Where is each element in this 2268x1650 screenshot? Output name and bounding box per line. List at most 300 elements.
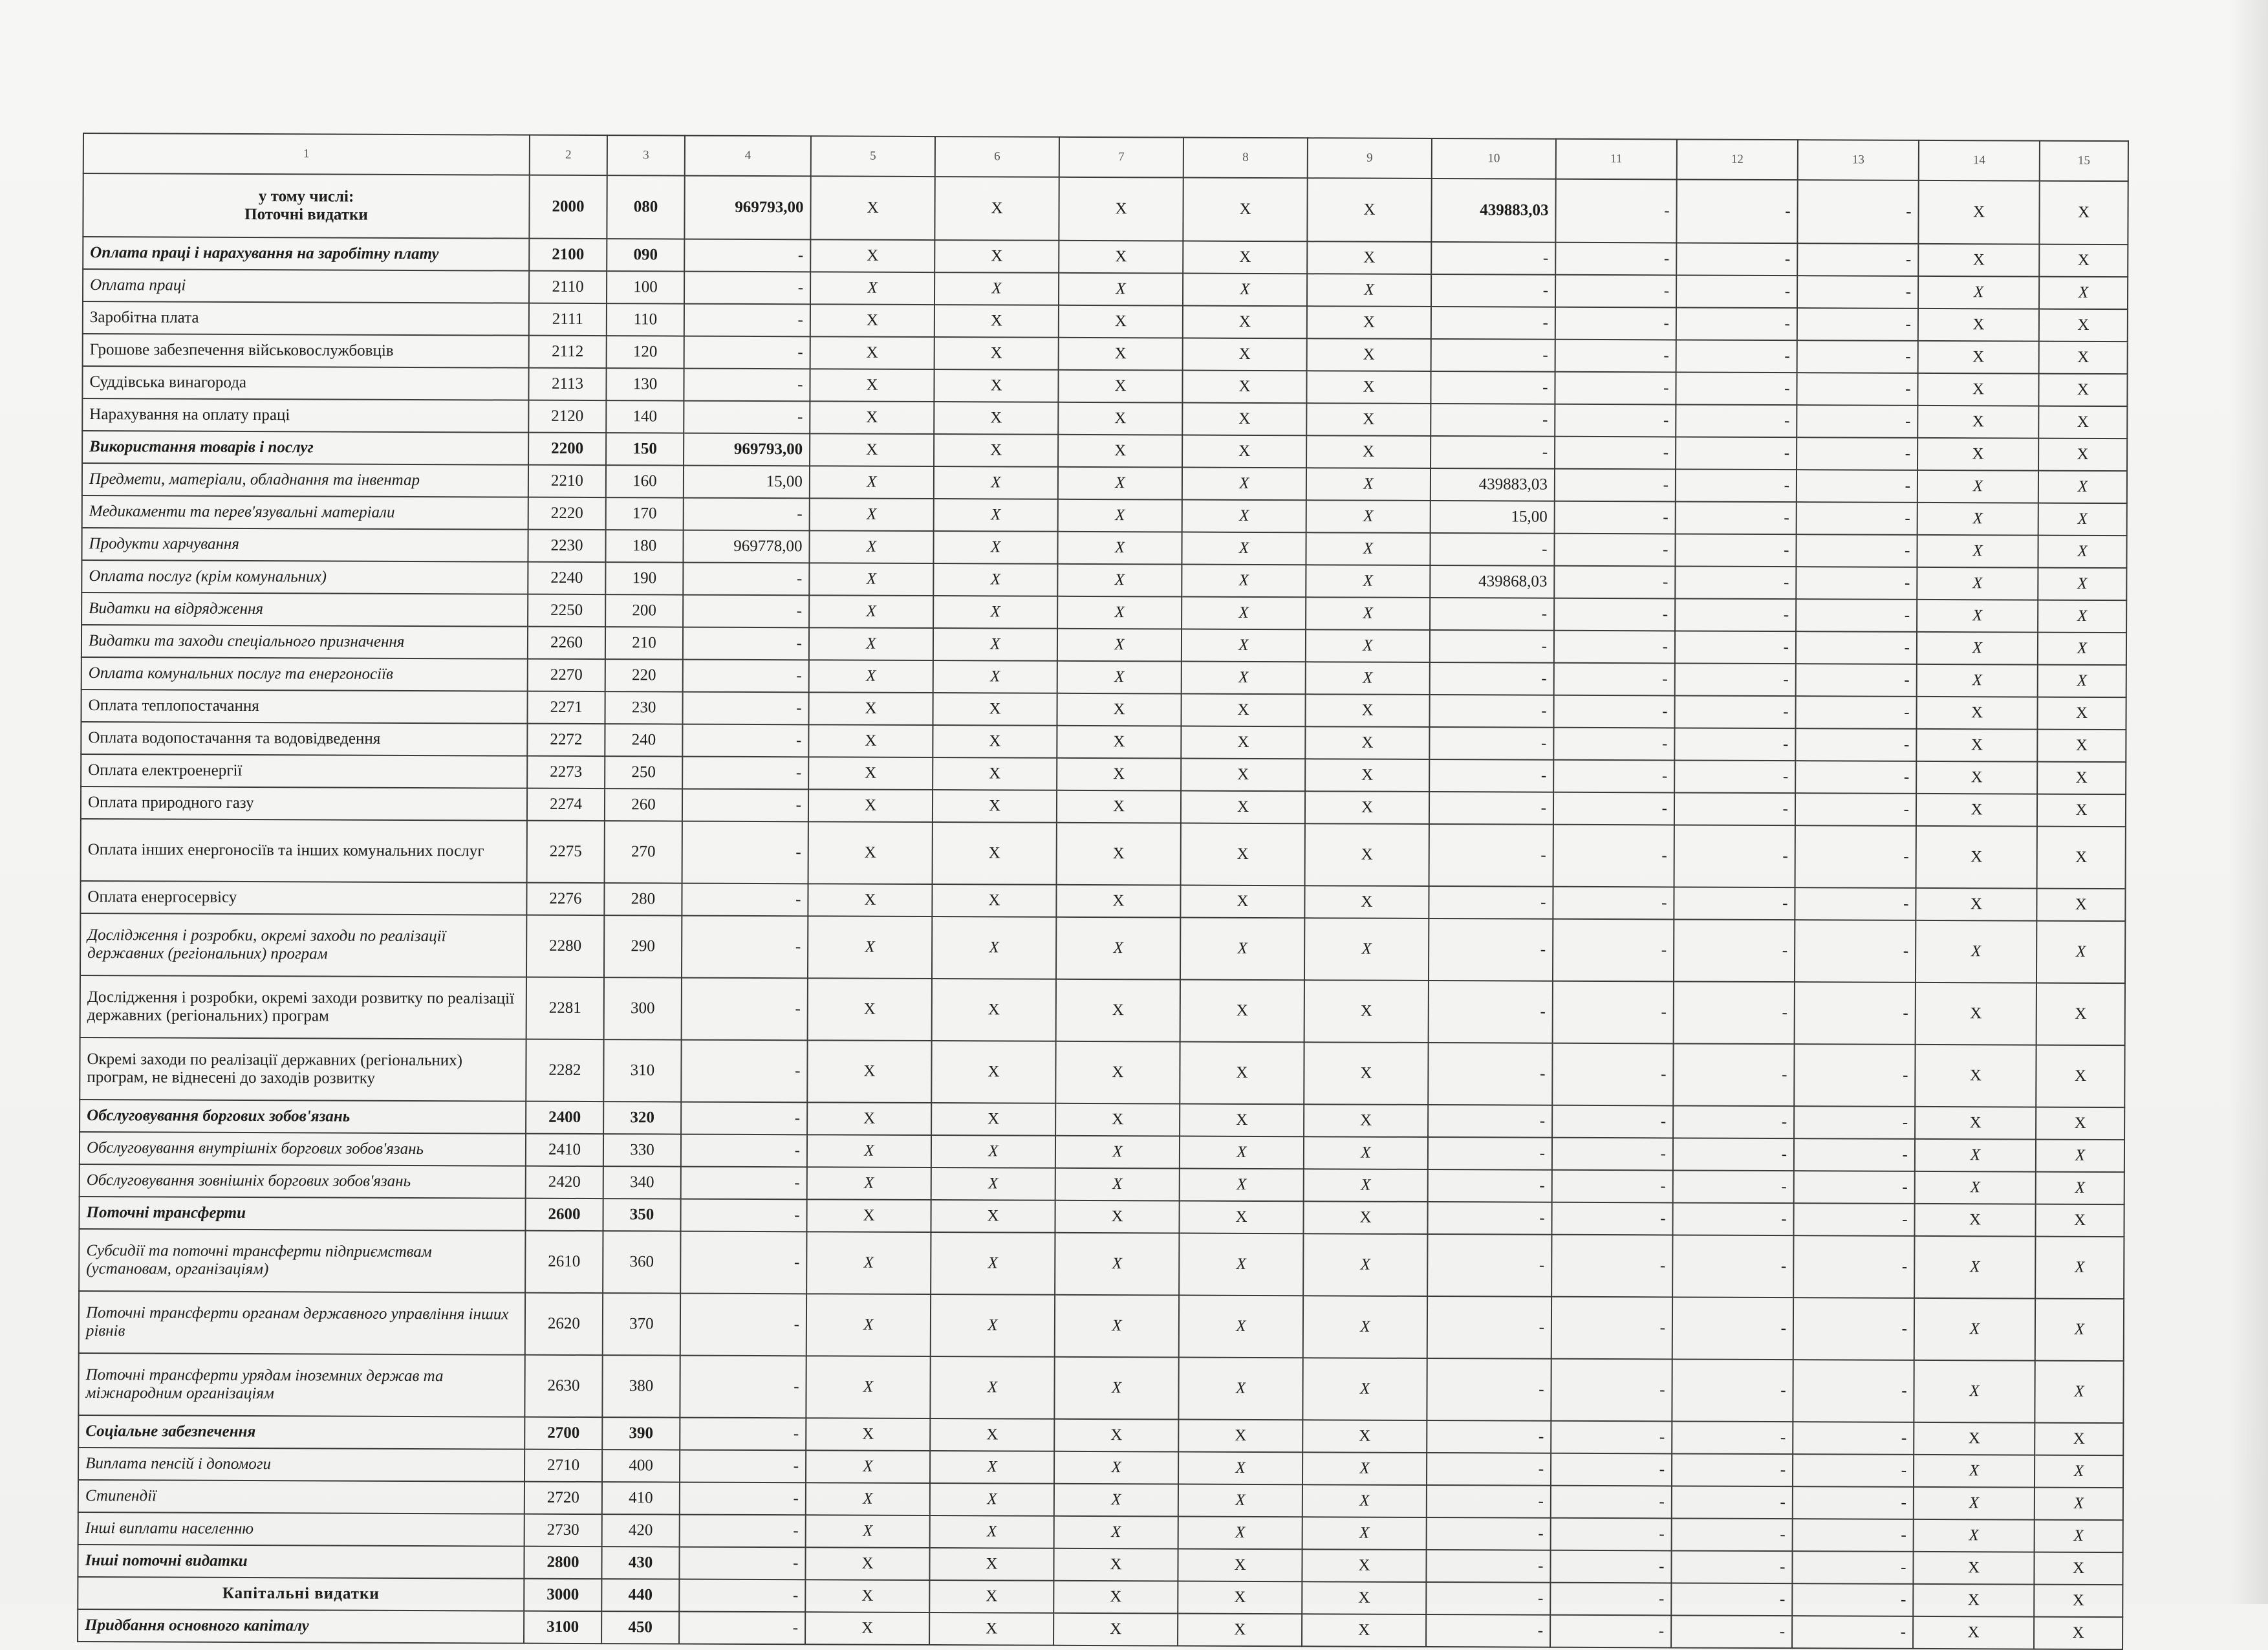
x-mark: Х <box>933 596 1057 629</box>
x-mark: Х <box>934 466 1058 499</box>
x-mark: Х <box>808 978 932 1041</box>
row-label: Оплата комунальних послуг та енергоносіїв <box>81 657 528 691</box>
dash-cell: - <box>1797 276 1918 309</box>
column-number: 5 <box>811 136 935 177</box>
dash-cell: - <box>1552 1138 1673 1171</box>
x-mark: Х <box>2036 889 2125 922</box>
dash-cell: - <box>1673 1138 1794 1171</box>
row-label: Окремі заходи по реалізації державних (регіональних) програм, не віднесені до заходів розвитку <box>80 1037 526 1102</box>
x-mark: Х <box>810 239 934 272</box>
x-mark: Х <box>1180 980 1304 1043</box>
x-mark: Х <box>1180 1136 1304 1169</box>
x-mark: Х <box>810 401 934 434</box>
row-kekv-code: 3100 <box>524 1611 601 1644</box>
dash-cell: - <box>1676 275 1797 308</box>
row-label: Соціальне забезпечення <box>78 1415 524 1449</box>
x-mark: Х <box>1917 567 2038 600</box>
x-mark: Х <box>1181 726 1305 759</box>
row-label: Оплата інших енергоносіїв та інших комунальних послуг <box>81 819 527 883</box>
x-mark: Х <box>809 627 933 660</box>
row-column10-amount: - <box>1431 242 1555 275</box>
row-amount: - <box>680 1356 806 1418</box>
row-amount: - <box>682 692 808 725</box>
x-mark: Х <box>2036 983 2125 1046</box>
dash-cell: - <box>1675 631 1796 664</box>
dash-cell: - <box>1676 469 1797 502</box>
dash-cell: - <box>1795 825 1916 888</box>
x-mark: Х <box>1305 726 1429 759</box>
x-mark: Х <box>1181 791 1305 824</box>
dash-cell: - <box>1676 404 1797 437</box>
header-x-mark: Х <box>2039 181 2128 245</box>
x-mark: Х <box>2036 1140 2124 1173</box>
row-line-code: 290 <box>604 915 682 977</box>
x-mark: Х <box>1306 565 1430 598</box>
row-amount: - <box>680 1482 806 1515</box>
x-mark: Х <box>807 1040 931 1103</box>
x-mark: Х <box>1302 1420 1427 1453</box>
header-amount: 969793,00 <box>684 176 810 240</box>
row-label: Обслуговування зовнішніх боргових зобов'язань <box>80 1164 526 1199</box>
row-kekv-code: 2273 <box>527 756 605 788</box>
dash-cell: - <box>1796 599 1917 632</box>
dash-cell: - <box>1550 1615 1671 1648</box>
row-kekv-code: 2113 <box>528 368 606 400</box>
x-mark: Х <box>1057 564 1182 597</box>
x-mark: Х <box>1180 1042 1304 1105</box>
row-line-code: 160 <box>606 465 684 497</box>
dash-cell: - <box>1555 275 1676 308</box>
row-column10-amount: - <box>1431 339 1555 372</box>
dash-cell: - <box>1793 1360 1914 1422</box>
column-number: 13 <box>1798 140 1919 180</box>
x-mark: Х <box>1304 885 1429 918</box>
row-column10-amount: - <box>1428 1137 1552 1170</box>
dash-cell: - <box>1676 437 1797 470</box>
dash-cell: - <box>1796 534 1917 567</box>
row-column10-amount: - <box>1431 274 1555 307</box>
x-mark: Х <box>1915 1045 2036 1107</box>
x-mark: Х <box>807 1102 931 1135</box>
dash-cell: - <box>1672 1453 1793 1486</box>
x-mark: Х <box>1056 917 1180 980</box>
row-label: Субсидії та поточні трансферти підприємствам (установам, організаціям) <box>79 1229 525 1293</box>
header-dash: - <box>1555 179 1676 243</box>
row-amount: - <box>683 563 809 596</box>
row-kekv-code: 2220 <box>528 497 606 530</box>
dash-cell: - <box>1674 981 1795 1044</box>
x-mark: Х <box>1057 790 1181 823</box>
row-label: Грошове забезпечення військовослужбовців <box>83 334 529 368</box>
x-mark: Х <box>1053 1613 1178 1646</box>
row-kekv-code: 2630 <box>524 1355 602 1417</box>
row-column10-amount: - <box>1426 1582 1550 1615</box>
dash-cell: - <box>1797 405 1917 438</box>
x-mark: Х <box>2038 471 2127 504</box>
x-mark: Х <box>1306 532 1430 565</box>
dash-cell: - <box>1792 1616 1913 1649</box>
row-column10-amount: - <box>1431 307 1555 340</box>
dash-cell: - <box>1797 340 1918 373</box>
x-mark: Х <box>1302 1358 1427 1420</box>
row-line-code: 370 <box>603 1293 680 1355</box>
page-edge-shadow <box>2229 0 2268 1604</box>
x-mark: Х <box>1304 918 1429 981</box>
dash-cell: - <box>1793 1203 1914 1236</box>
dash-cell: - <box>1551 1453 1672 1486</box>
x-mark: Х <box>931 1294 1055 1357</box>
row-kekv-code: 3000 <box>524 1579 601 1611</box>
dash-cell: - <box>1796 631 1917 664</box>
row-amount: 15,00 <box>684 466 810 499</box>
dash-cell: - <box>1674 728 1795 761</box>
column-number: 12 <box>1677 139 1798 180</box>
x-mark: Х <box>1307 338 1431 371</box>
row-kekv-code: 2275 <box>527 821 605 883</box>
x-mark: Х <box>1181 823 1305 886</box>
header-dash: - <box>1797 180 1918 244</box>
row-column10-amount: - <box>1428 1169 1552 1202</box>
header-row-code: 080 <box>607 175 684 239</box>
dash-cell: - <box>1554 566 1675 599</box>
row-amount: - <box>682 978 808 1041</box>
row-amount: - <box>684 498 810 531</box>
x-mark: Х <box>1059 241 1183 274</box>
column-number: 7 <box>1059 137 1183 178</box>
row-label: Видатки на відрядження <box>81 592 528 627</box>
x-mark: Х <box>1917 438 2038 471</box>
x-mark: Х <box>934 272 1059 305</box>
dash-cell: - <box>1673 1105 1794 1138</box>
x-mark: Х <box>806 1418 930 1451</box>
row-label: Виплата пенсій і допомоги <box>78 1448 524 1482</box>
row-kekv-code: 2272 <box>527 724 605 756</box>
row-label: Інші поточні видатки <box>78 1545 524 1579</box>
row-amount: - <box>684 369 810 402</box>
row-line-code: 140 <box>606 400 684 433</box>
dash-cell: - <box>1795 728 1916 761</box>
header-x-mark: Х <box>1059 177 1183 241</box>
x-mark: Х <box>1916 761 2037 794</box>
x-mark: Х <box>1182 500 1306 533</box>
x-mark: Х <box>933 628 1057 661</box>
x-mark: Х <box>809 530 933 563</box>
row-column10-amount: - <box>1428 1043 1552 1105</box>
dash-cell: - <box>1675 598 1796 631</box>
row-line-code: 310 <box>603 1039 681 1102</box>
x-mark: Х <box>1055 1233 1179 1296</box>
dash-cell: - <box>1555 404 1676 437</box>
dash-cell: - <box>1553 792 1674 825</box>
row-label: Суддівська винагорода <box>82 366 528 400</box>
dash-cell: - <box>1674 887 1795 920</box>
x-mark: Х <box>930 1451 1054 1484</box>
dash-cell: - <box>1554 663 1675 696</box>
row-kekv-code: 2400 <box>526 1102 603 1134</box>
table-row <box>80 1037 2124 1107</box>
row-column10-amount: - <box>1431 371 1555 404</box>
row-amount: - <box>683 627 809 660</box>
row-amount: - <box>684 304 810 337</box>
x-mark: Х <box>1057 693 1181 726</box>
x-mark: Х <box>1303 1233 1427 1296</box>
x-mark: Х <box>1179 1201 1303 1234</box>
x-mark: Х <box>809 563 933 596</box>
row-amount: - <box>681 1167 807 1200</box>
row-kekv-code: 2260 <box>528 627 605 659</box>
x-mark: Х <box>1057 758 1181 791</box>
x-mark: Х <box>1055 1295 1179 1358</box>
row-column10-amount: - <box>1426 1614 1550 1647</box>
row-label: Медикаменти та перев'язувальні матеріали <box>82 495 528 530</box>
current-expenditure-header-row <box>83 173 2128 244</box>
dash-cell: - <box>1675 566 1796 599</box>
x-mark: Х <box>1057 532 1182 565</box>
row-label: Поточні трансферти <box>79 1197 525 1231</box>
x-mark: Х <box>2037 697 2126 730</box>
row-column10-amount: - <box>1431 404 1555 437</box>
x-mark: Х <box>1055 1200 1179 1233</box>
row-line-code: 300 <box>604 977 682 1039</box>
row-label: Поточні трансферти урядам іноземних держав та міжнародним організаціям <box>78 1353 524 1417</box>
dash-cell: - <box>1555 243 1676 276</box>
x-mark: Х <box>2037 730 2126 763</box>
row-line-code: 190 <box>605 562 683 594</box>
table-row <box>78 1353 2123 1423</box>
row-kekv-code: 2270 <box>528 659 605 691</box>
x-mark: Х <box>2035 1361 2123 1424</box>
row-line-code: 210 <box>605 627 683 659</box>
column-number: 4 <box>685 136 811 177</box>
x-mark: Х <box>2035 1237 2124 1299</box>
x-mark: Х <box>2035 1204 2124 1237</box>
header-x-mark: Х <box>810 176 934 240</box>
dash-cell: - <box>1555 501 1676 534</box>
dash-cell: - <box>1797 243 1918 276</box>
x-mark: Х <box>1917 406 2038 439</box>
x-mark: Х <box>1059 305 1183 338</box>
x-mark: Х <box>1917 632 2038 665</box>
x-mark: Х <box>1304 1169 1428 1202</box>
x-mark: Х <box>806 1294 931 1356</box>
row-kekv-code: 2112 <box>529 336 607 368</box>
row-column10-amount: - <box>1429 695 1553 728</box>
x-mark: Х <box>1914 1422 2035 1455</box>
x-mark: Х <box>1178 1358 1302 1420</box>
row-amount: - <box>681 1102 807 1135</box>
x-mark: Х <box>934 305 1059 338</box>
dash-cell: - <box>1797 470 1917 503</box>
x-mark: Х <box>934 337 1059 370</box>
dash-cell: - <box>1672 1235 1793 1297</box>
column-number: 8 <box>1183 138 1308 179</box>
row-kekv-code: 2610 <box>525 1231 603 1293</box>
x-mark: Х <box>931 1041 1055 1103</box>
x-mark: Х <box>931 1135 1055 1168</box>
x-mark: Х <box>1916 697 2037 730</box>
x-mark: Х <box>1181 759 1305 792</box>
row-line-code: 110 <box>607 303 684 336</box>
row-label: Інші виплати населенню <box>78 1512 524 1547</box>
x-mark: Х <box>929 1612 1053 1645</box>
row-kekv-code: 2100 <box>529 239 607 271</box>
x-mark: Х <box>807 1167 931 1200</box>
dash-cell: - <box>1551 1235 1672 1297</box>
x-mark: Х <box>1305 791 1429 824</box>
dash-cell: - <box>1553 760 1674 793</box>
x-mark: Х <box>1305 759 1429 792</box>
row-label: Видатки та заходи спеціального призначення <box>81 625 528 659</box>
dash-cell: - <box>1672 1518 1793 1551</box>
dash-cell: - <box>1554 534 1675 567</box>
x-mark: Х <box>1182 532 1306 565</box>
row-label: Продукти харчування <box>81 528 528 562</box>
dash-cell: - <box>1793 1422 1914 1455</box>
dash-cell: - <box>1671 1583 1792 1616</box>
row-line-code: 220 <box>605 659 683 691</box>
row-amount: - <box>680 1232 806 1294</box>
x-mark: Х <box>1917 664 2038 697</box>
x-mark: Х <box>1306 468 1431 501</box>
row-kekv-code: 2700 <box>524 1417 602 1449</box>
header-label-line2: Поточні видатки <box>244 205 368 224</box>
x-mark: Х <box>1053 1581 1178 1614</box>
dash-cell: - <box>1550 1583 1671 1616</box>
x-mark: Х <box>1915 1139 2036 1172</box>
x-mark: Х <box>1178 1484 1302 1517</box>
header-x-mark: Х <box>934 177 1059 241</box>
x-mark: Х <box>1302 1517 1427 1550</box>
row-column10-amount: - <box>1429 918 1553 981</box>
row-line-code: 230 <box>605 691 682 724</box>
dash-cell: - <box>1672 1202 1793 1235</box>
x-mark: Х <box>1306 629 1430 662</box>
row-line-code: 260 <box>605 788 682 821</box>
x-mark: Х <box>1182 629 1306 662</box>
x-mark: Х <box>930 1418 1054 1451</box>
x-mark: Х <box>929 1580 1053 1613</box>
row-label: Обслуговування боргових зобов'язань <box>80 1100 526 1134</box>
x-mark: Х <box>2038 503 2127 536</box>
x-mark: Х <box>1302 1549 1426 1582</box>
x-mark: Х <box>806 1450 930 1483</box>
x-mark: Х <box>1915 1171 2036 1204</box>
x-mark: Х <box>1178 1549 1302 1582</box>
x-mark: Х <box>1183 338 1307 371</box>
x-mark: Х <box>1054 1516 1178 1549</box>
x-mark: Х <box>1058 402 1182 435</box>
row-column10-amount: 15,00 <box>1431 501 1555 534</box>
row-line-code: 390 <box>602 1417 680 1449</box>
dash-cell: - <box>1676 372 1797 405</box>
x-mark: Х <box>933 822 1057 885</box>
row-column10-amount: 439868,03 <box>1430 565 1554 598</box>
row-kekv-code: 2730 <box>524 1514 602 1547</box>
table-row <box>79 1291 2124 1361</box>
row-line-code: 280 <box>604 883 682 915</box>
x-mark: Х <box>1914 1455 2035 1488</box>
dash-cell: - <box>1553 919 1674 982</box>
x-mark: Х <box>932 884 1056 917</box>
row-kekv-code: 2720 <box>524 1482 602 1514</box>
x-mark: Х <box>2037 794 2126 827</box>
x-mark: Х <box>805 1612 929 1645</box>
row-column10-amount: - <box>1430 598 1554 631</box>
x-mark: Х <box>1054 1357 1178 1420</box>
x-mark: Х <box>1057 823 1181 885</box>
x-mark: Х <box>2038 633 2126 666</box>
x-mark: Х <box>930 1483 1054 1516</box>
dash-cell: - <box>1795 696 1916 729</box>
dash-cell: - <box>1797 502 1917 535</box>
dash-cell: - <box>1793 1519 1914 1552</box>
header-x-mark: Х <box>1183 178 1307 242</box>
x-mark: Х <box>1916 729 2037 762</box>
dash-cell: - <box>1673 1043 1794 1106</box>
x-mark: Х <box>1054 1484 1178 1517</box>
row-amount: - <box>679 1612 805 1645</box>
dash-cell: - <box>1676 307 1797 340</box>
dash-cell: - <box>1792 1583 1913 1616</box>
dash-cell: - <box>1555 340 1676 373</box>
x-mark: Х <box>1306 662 1430 695</box>
row-amount: - <box>680 1418 806 1451</box>
x-mark: Х <box>1302 1581 1426 1614</box>
dash-cell: - <box>1674 760 1795 793</box>
row-label: Використання товарів і послуг <box>82 431 528 465</box>
x-mark: Х <box>806 1232 931 1294</box>
x-mark: Х <box>1057 629 1182 662</box>
row-kekv-code: 2250 <box>528 594 605 627</box>
row-kekv-code: 2271 <box>527 691 605 724</box>
row-line-code: 320 <box>603 1102 681 1134</box>
dash-cell: - <box>1796 567 1917 600</box>
x-mark: Х <box>933 531 1057 564</box>
row-column10-amount: - <box>1430 630 1554 663</box>
row-line-code: 120 <box>607 336 684 368</box>
x-mark: Х <box>1305 823 1429 886</box>
dash-cell: - <box>1551 1202 1672 1235</box>
row-amount: - <box>682 821 808 884</box>
dash-cell: - <box>1554 598 1675 631</box>
x-mark: Х <box>2039 342 2128 375</box>
dash-cell: - <box>1555 307 1676 340</box>
row-line-code: 440 <box>601 1579 679 1611</box>
x-mark: Х <box>1307 306 1431 339</box>
row-label: Оплата праці і нарахування на заробітну плату <box>83 237 529 271</box>
row-label: Придбання основного капіталу <box>78 1609 524 1644</box>
row-amount: - <box>683 660 809 693</box>
dash-cell: - <box>1794 1106 1915 1139</box>
x-mark: Х <box>1914 1298 2035 1361</box>
x-mark: Х <box>1918 341 2039 374</box>
row-column10-amount: - <box>1427 1485 1551 1518</box>
table-row <box>79 1229 2124 1299</box>
row-line-code: 400 <box>602 1449 680 1482</box>
row-line-code: 250 <box>605 756 682 788</box>
row-label: Нарахування на оплату праці <box>82 398 528 433</box>
row-line-code: 130 <box>606 368 684 400</box>
dash-cell: - <box>1553 728 1674 761</box>
x-mark: Х <box>1178 1614 1302 1647</box>
dash-cell: - <box>1676 243 1797 276</box>
x-mark: Х <box>2037 762 2126 795</box>
dash-cell: - <box>1551 1486 1672 1519</box>
x-mark: Х <box>1307 241 1431 274</box>
x-mark: Х <box>1182 662 1306 695</box>
dash-cell: - <box>1551 1297 1672 1360</box>
row-line-code: 090 <box>607 239 684 271</box>
